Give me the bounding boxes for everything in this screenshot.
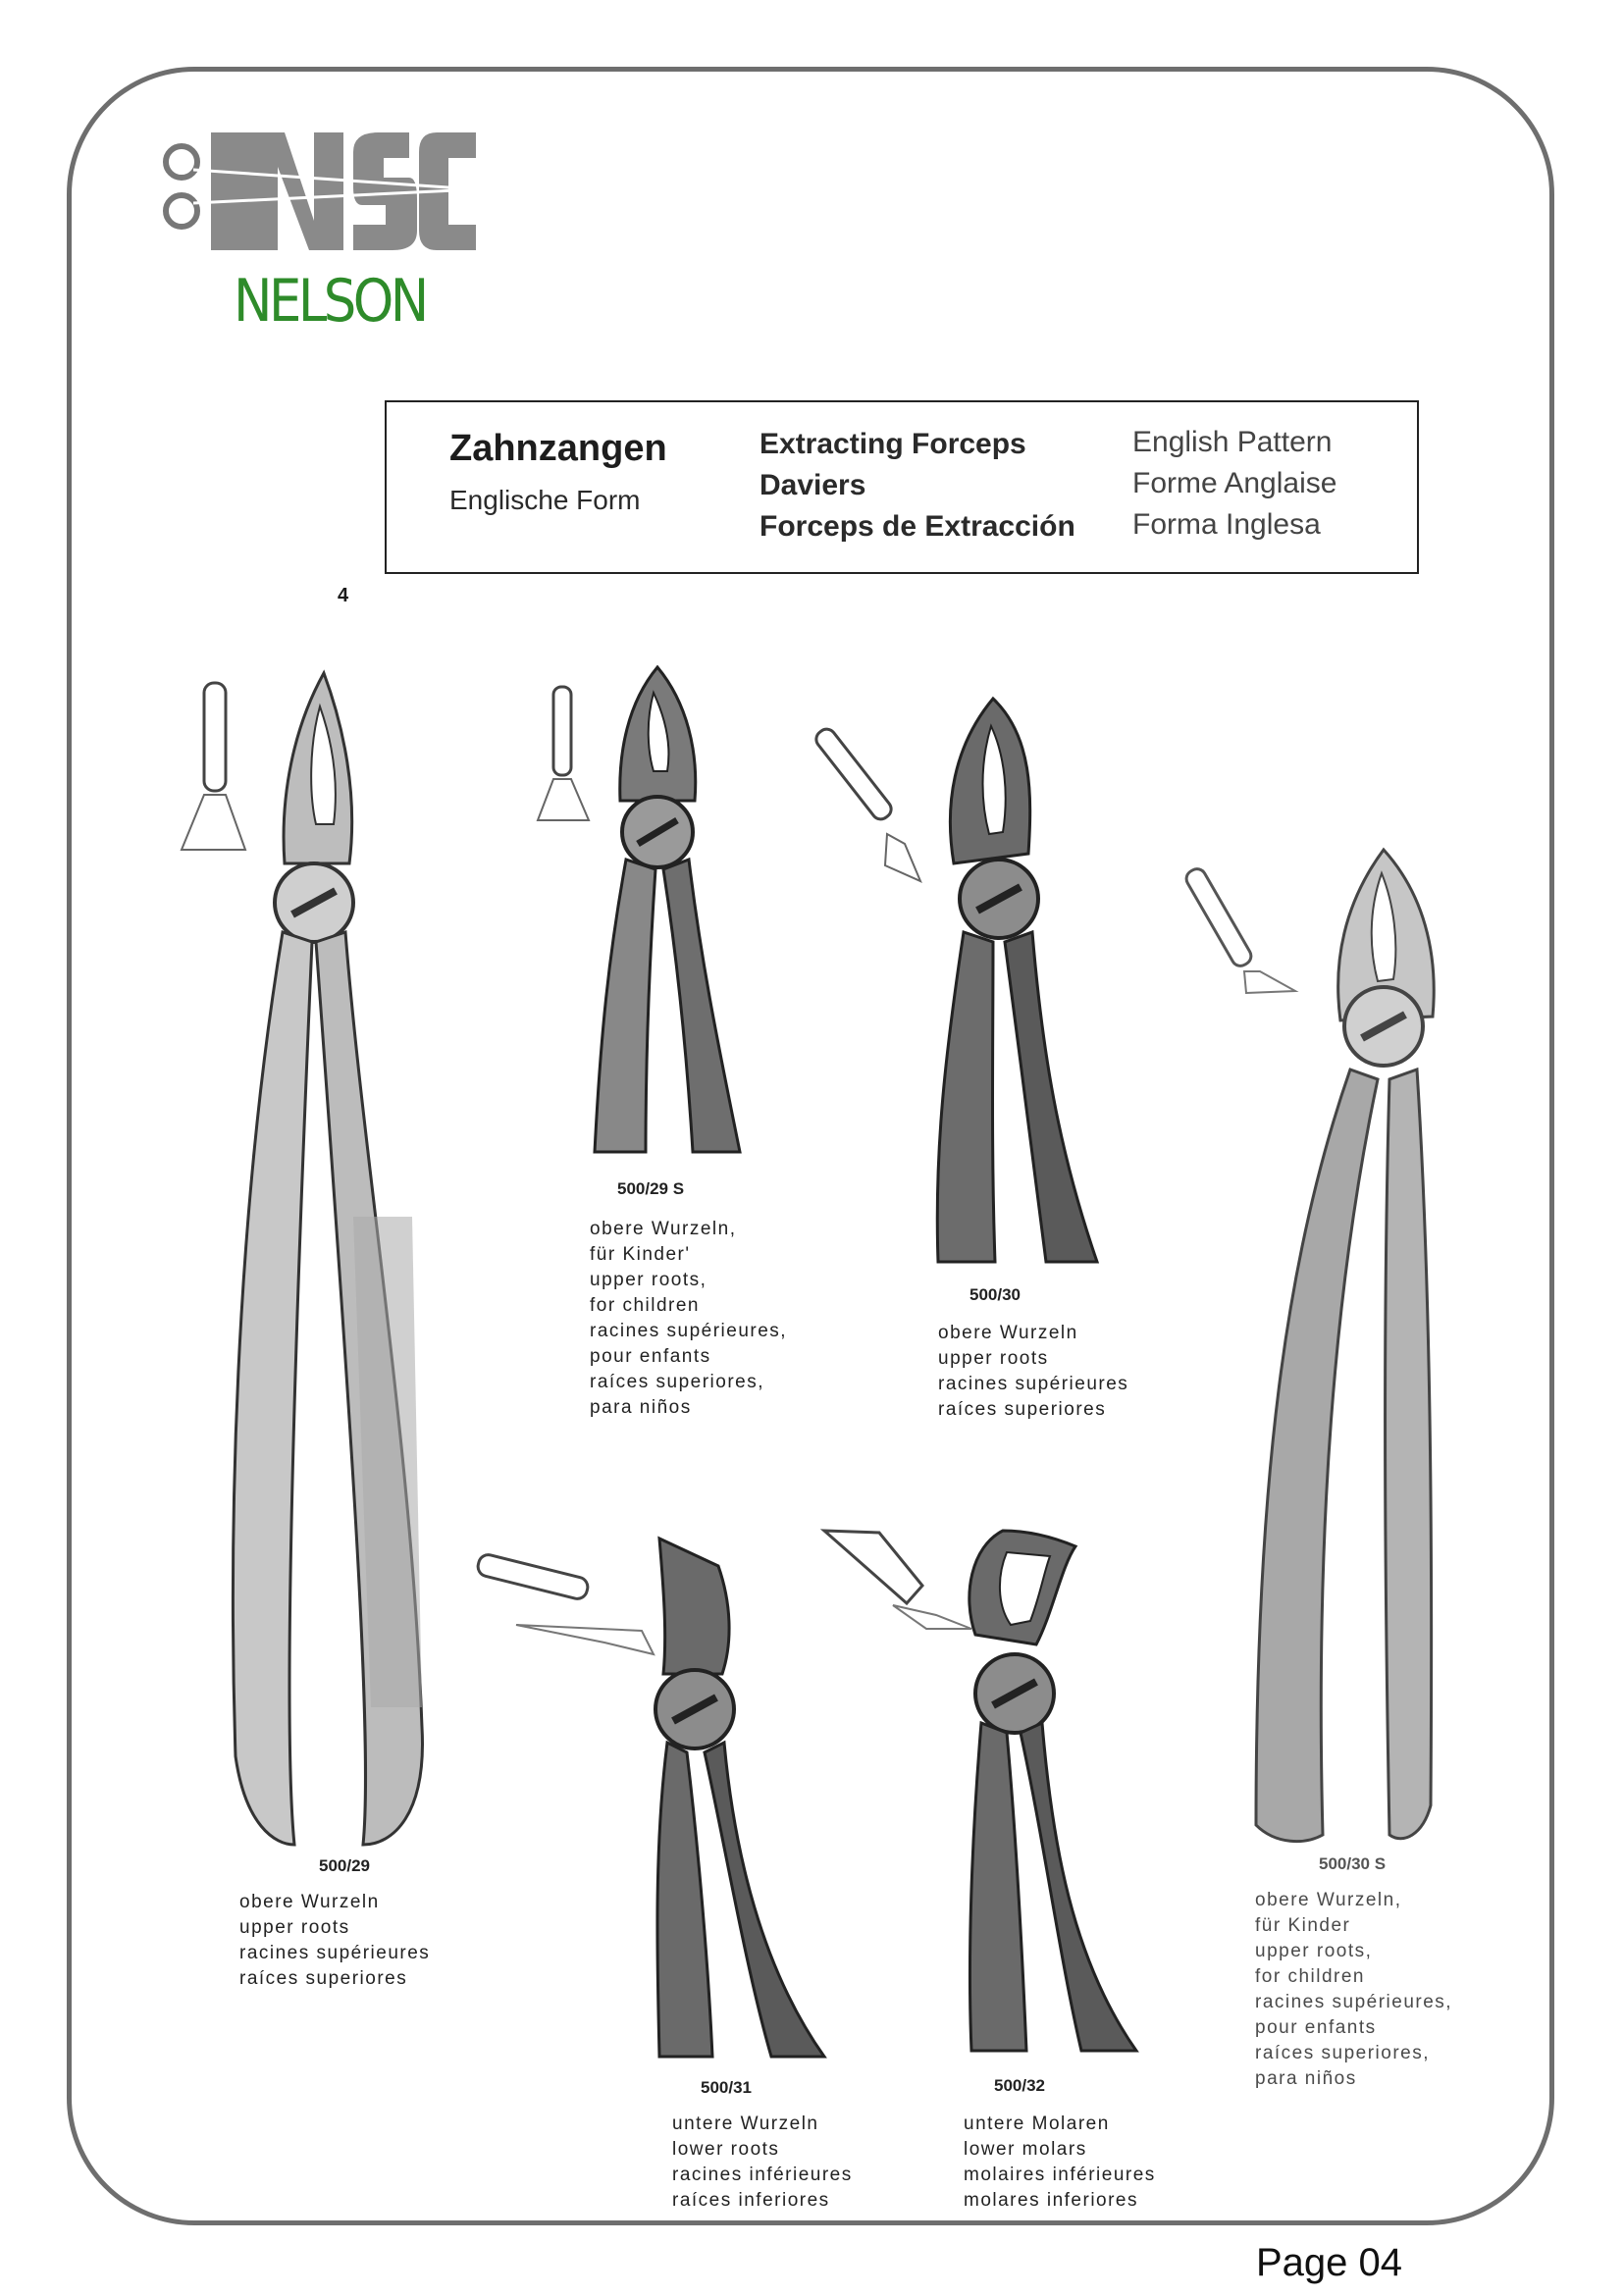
caption-line: upper roots, [1255,1941,1373,1961]
title-box [385,400,1419,574]
caption-500-30 [938,1321,1128,1423]
caption-line: molaires inférieures [964,2165,1156,2185]
item-code-500-29: 500/29 [319,1856,370,1875]
title-middle-line: Forceps de Extracción [760,510,1075,543]
caption-500-32 [964,2112,1156,2214]
title-right-line: Forme Anglaise [1132,467,1337,499]
caption-line: upper roots, [590,1270,707,1290]
page-label: Page 04 [1256,2241,1403,2284]
page-number: 4 [338,585,349,606]
caption-500-31 [672,2112,853,2214]
caption-line: obere Wurzeln, [590,1219,737,1239]
caption-line: racines supérieures [938,1374,1129,1394]
title-german: Zahnzangen [449,428,667,469]
caption-line: obere Wurzeln [938,1323,1078,1343]
item-code-500-29-s: 500/29 S [617,1179,685,1198]
title-right-line: English Pattern [1132,426,1333,458]
caption-line: upper roots [938,1348,1049,1369]
caption-line: raíces superiores [239,1968,408,1989]
item-code-500-30-s: 500/30 S [1319,1854,1387,1873]
caption-line: lower roots [672,2139,780,2160]
caption-line: untere Wurzeln [672,2113,819,2134]
caption-line: racines supérieures, [590,1321,788,1341]
title-right [1132,422,1336,546]
item-code-500-31: 500/31 [701,2078,752,2097]
caption-line: untere Molaren [964,2113,1110,2134]
caption-line: for children [590,1295,700,1316]
caption-line: racines supérieures, [1255,1992,1453,2012]
caption-500-29 [239,1890,430,1992]
forceps-500-29-illustration [177,667,451,1864]
caption-500-30-s [1255,1888,1452,2092]
caption-line: raíces inferiores [672,2190,830,2211]
title-right-line: Forma Inglesa [1132,508,1321,541]
caption-line: raíces superiores [938,1399,1107,1420]
forceps-500-30-s-illustration [1187,844,1452,1854]
caption-line: lower molars [964,2139,1087,2160]
item-code-500-30: 500/30 [969,1285,1021,1304]
forceps-500-29-s-illustration [530,663,765,1154]
caption-line: raíces superiores, [590,1372,765,1392]
title-german-sub: Englische Form [449,485,641,515]
caption-line: molares inferiores [964,2190,1138,2211]
caption-line: obere Wurzeln [239,1892,380,1912]
caption-line: upper roots [239,1917,350,1938]
forceps-500-32-illustration [824,1527,1148,2057]
caption-line: para niños [590,1397,692,1418]
caption-line: for children [1255,1966,1365,1987]
caption-line: pour enfants [590,1346,711,1367]
forceps-500-30-illustration [836,697,1130,1266]
caption-line: obere Wurzeln, [1255,1890,1402,1910]
brand-name: NELSON [234,267,426,336]
caption-line: racines supérieures [239,1943,431,1963]
caption-line: für Kinder' [590,1244,691,1265]
forceps-500-31-illustration [477,1537,830,2066]
title-middle-line: Extracting Forceps [760,428,1026,460]
caption-line: para niños [1255,2068,1357,2089]
item-code-500-32: 500/32 [994,2076,1045,2095]
nsc-scissors-logo-icon [152,123,486,260]
caption-line: racines inférieures [672,2165,853,2185]
title-middle [760,424,1075,548]
caption-line: raíces superiores, [1255,2043,1431,2063]
caption-line: pour enfants [1255,2017,1377,2038]
title-middle-line: Daviers [760,469,866,501]
caption-500-29-s [590,1217,787,1421]
caption-line: für Kinder [1255,1915,1351,1936]
